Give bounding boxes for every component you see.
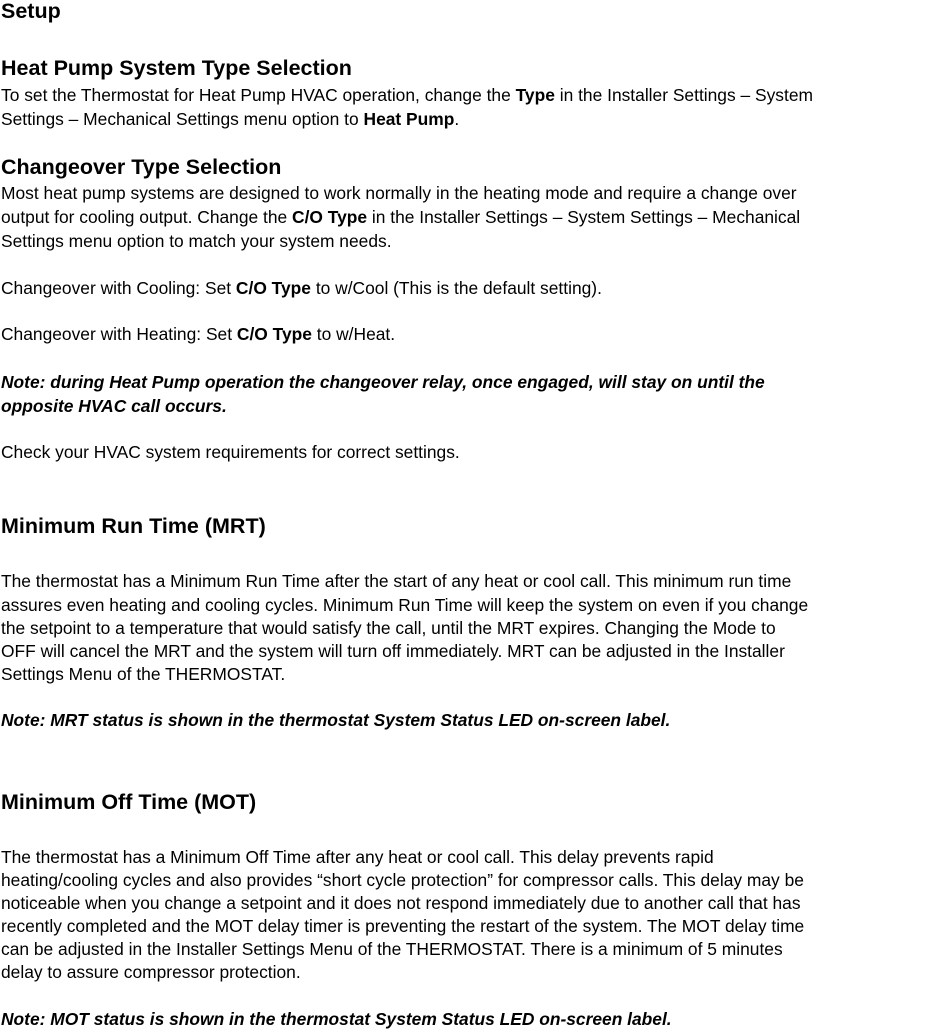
mot-paragraph-line-6: delay to assure compressor protection.: [1, 962, 301, 982]
text-span: Changeover with Cooling: Set: [1, 278, 236, 298]
text-span: Settings – Mechanical Settings menu option to: [1, 109, 364, 129]
mrt-paragraph-line-5: Settings Menu of the THERMOSTAT.: [1, 664, 286, 684]
text-span: to w/Heat.: [311, 324, 396, 344]
changeover-paragraph-line-2: [1, 207, 800, 227]
mrt-note: Note: MRT status is shown in the thermostat System Status LED on-screen label.: [1, 710, 671, 730]
co-type-emphasis: C/O Type: [235, 278, 311, 298]
mrt-paragraph-line-3: the setpoint to a temperature that would satisfy the call, until the MRT expires. Changing the Mode to: [1, 618, 776, 638]
mrt-heading: Minimum Run Time (MRT): [1, 514, 266, 538]
changeover-paragraph-line-3: Settings menu option to match your system needs.: [1, 231, 392, 251]
text-span: Changeover with Heating: Set: [1, 324, 237, 344]
page-title: Setup: [1, 0, 61, 23]
changeover-cooling-line: [1, 278, 602, 298]
co-type-emphasis: C/O Type: [236, 324, 312, 344]
mot-heading: Minimum Off Time (MOT): [1, 790, 257, 814]
changeover-note-line-1: Note: during Heat Pump operation the changeover relay, once engaged, will stay on until the: [1, 372, 765, 392]
text-span: .: [454, 109, 460, 129]
text-span: To set the Thermostat for Heat Pump HVAC operation, change the: [1, 85, 516, 105]
mot-note: Note: MOT status is shown in the thermostat System Status LED on-screen label.: [1, 1009, 672, 1029]
mrt-paragraph-line-4: OFF will cancel the MRT and the system will turn off immediately. MRT can be adjusted in the Installer: [1, 641, 785, 661]
text-span: output for cooling output. Change the: [1, 207, 293, 227]
heat-pump-paragraph-line-1: [1, 85, 813, 105]
changeover-paragraph-line-1: Most heat pump systems are designed to work normally in the heating mode and require a change over: [1, 183, 797, 203]
mot-paragraph-line-5: can be adjusted in the Installer Settings Menu of the THERMOSTAT. There is a minimum of 5 minutes: [1, 939, 783, 959]
mot-paragraph-line-4: recently completed and the MOT delay timer is preventing the restart of the system. The MOT delay time: [1, 916, 805, 936]
mrt-paragraph-line-2: assures even heating and cooling cycles. Minimum Run Time will keep the system on even if you change: [1, 595, 809, 615]
changeover-heading: Changeover Type Selection: [1, 155, 282, 179]
type-emphasis: Type: [515, 85, 555, 105]
check-requirements-line: Check your HVAC system requirements for correct settings.: [1, 442, 460, 462]
text-span: in the Installer Settings – System Settings – Mechanical: [367, 207, 801, 227]
heat-pump-paragraph-line-2: [1, 109, 459, 129]
heat-pump-emphasis: Heat Pump: [363, 109, 455, 129]
mot-paragraph-line-3: noticeable when you change a setpoint and it does not respond immediately due to another call that has: [1, 893, 801, 913]
text-span: in the Installer Settings – System: [554, 85, 813, 105]
mot-paragraph-line-1: The thermostat has a Minimum Off Time after any heat or cool call. This delay prevents rapid: [1, 847, 714, 867]
changeover-heating-line: [1, 324, 395, 344]
text-span: to w/Cool (This is the default setting).: [310, 278, 602, 298]
mrt-paragraph-line-1: The thermostat has a Minimum Run Time after the start of any heat or cool call. This minimum run time: [1, 571, 792, 591]
co-type-emphasis: C/O Type: [292, 207, 368, 227]
heat-pump-heading: Heat Pump System Type Selection: [1, 56, 352, 80]
changeover-note-line-2: opposite HVAC call occurs.: [1, 396, 227, 416]
mot-paragraph-line-2: heating/cooling cycles and also provides “short cycle protection” for compressor calls. This delay may be: [1, 870, 804, 890]
